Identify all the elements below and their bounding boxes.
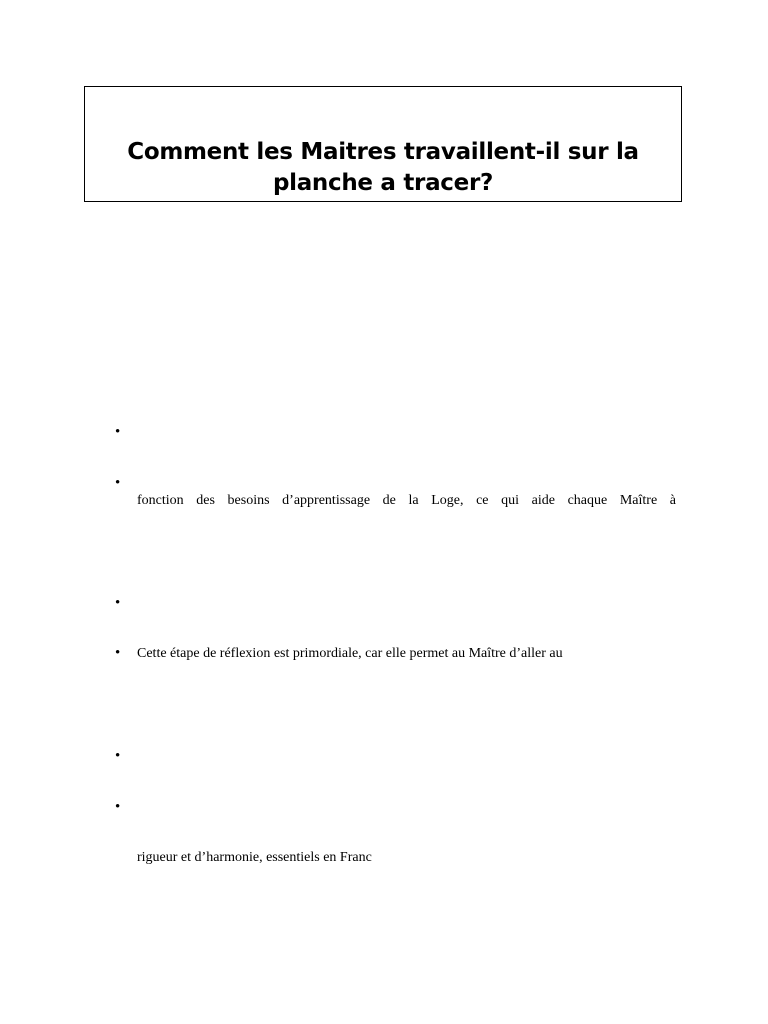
paragraph-line-2: Cette étape de réflexion est primordiale, car elle permet au Maître d’aller au [137, 646, 563, 661]
bullet-3: • [115, 595, 121, 611]
bullet-1: • [115, 424, 121, 440]
bullet-6: • [115, 799, 121, 815]
paragraph-line-1: fonction des besoins d’apprentissage de la Loge, ce qui aide chaque Maître à [137, 493, 676, 508]
bullet-5: • [115, 748, 121, 764]
bullet-2: • [115, 475, 121, 491]
document-title: Comment les Maitres travaillent-il sur la planche a tracer? [127, 139, 639, 196]
title-box [84, 86, 682, 202]
bullet-4: • [115, 645, 121, 661]
paragraph-line-3: rigueur et d’harmonie, essentiels en Franc [137, 850, 372, 865]
